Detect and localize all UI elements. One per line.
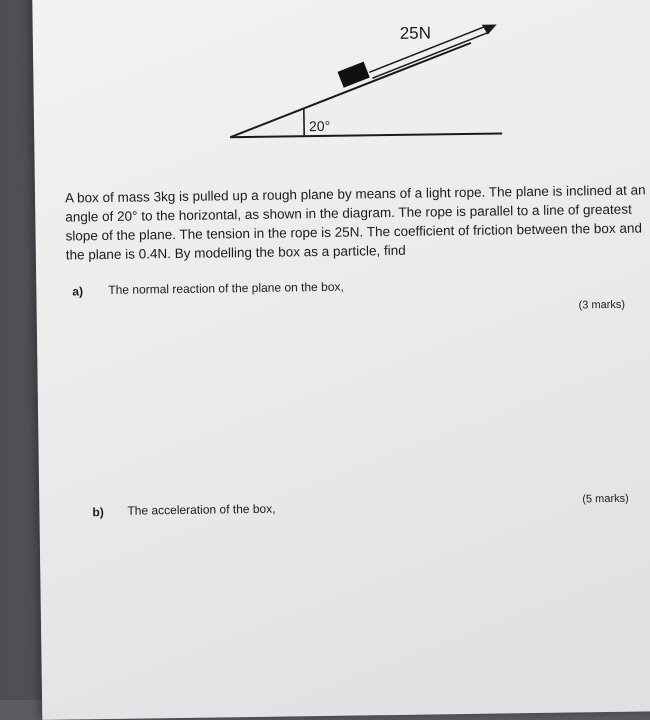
worksheet-page [32, 0, 650, 720]
tension-arrowhead [482, 25, 497, 35]
question-a-letter: a) [72, 284, 83, 298]
problem-line: slope of the plane. The tension in the rope is 25N. The coefficient of friction between the box and [65, 219, 635, 246]
angle-label: 20° [309, 118, 330, 134]
question-b-marks: (5 marks) [582, 493, 629, 506]
inclined-plane-diagram [32, 0, 650, 170]
problem-line: angle of 20° to the horizontal, as shown in the diagram. The rope is parallel to a line of greatest [65, 200, 635, 227]
ground-line [230, 133, 502, 137]
problem-line: the plane is 0.4N. By modelling the box as a particle, find [66, 238, 636, 265]
question-b-text: The acceleration of the box, [127, 502, 275, 518]
force-label: 25N [400, 23, 431, 43]
incline-line [229, 43, 472, 137]
problem-line: A box of mass 3kg is pulled up a rough plane by means of a light rope. The plane is inclined at an [65, 181, 635, 208]
question-b-letter: b) [92, 505, 104, 519]
problem-statement [65, 181, 636, 265]
question-a-marks: (3 marks) [579, 299, 626, 312]
question-a-text: The normal reaction of the plane on the box, [108, 280, 344, 297]
